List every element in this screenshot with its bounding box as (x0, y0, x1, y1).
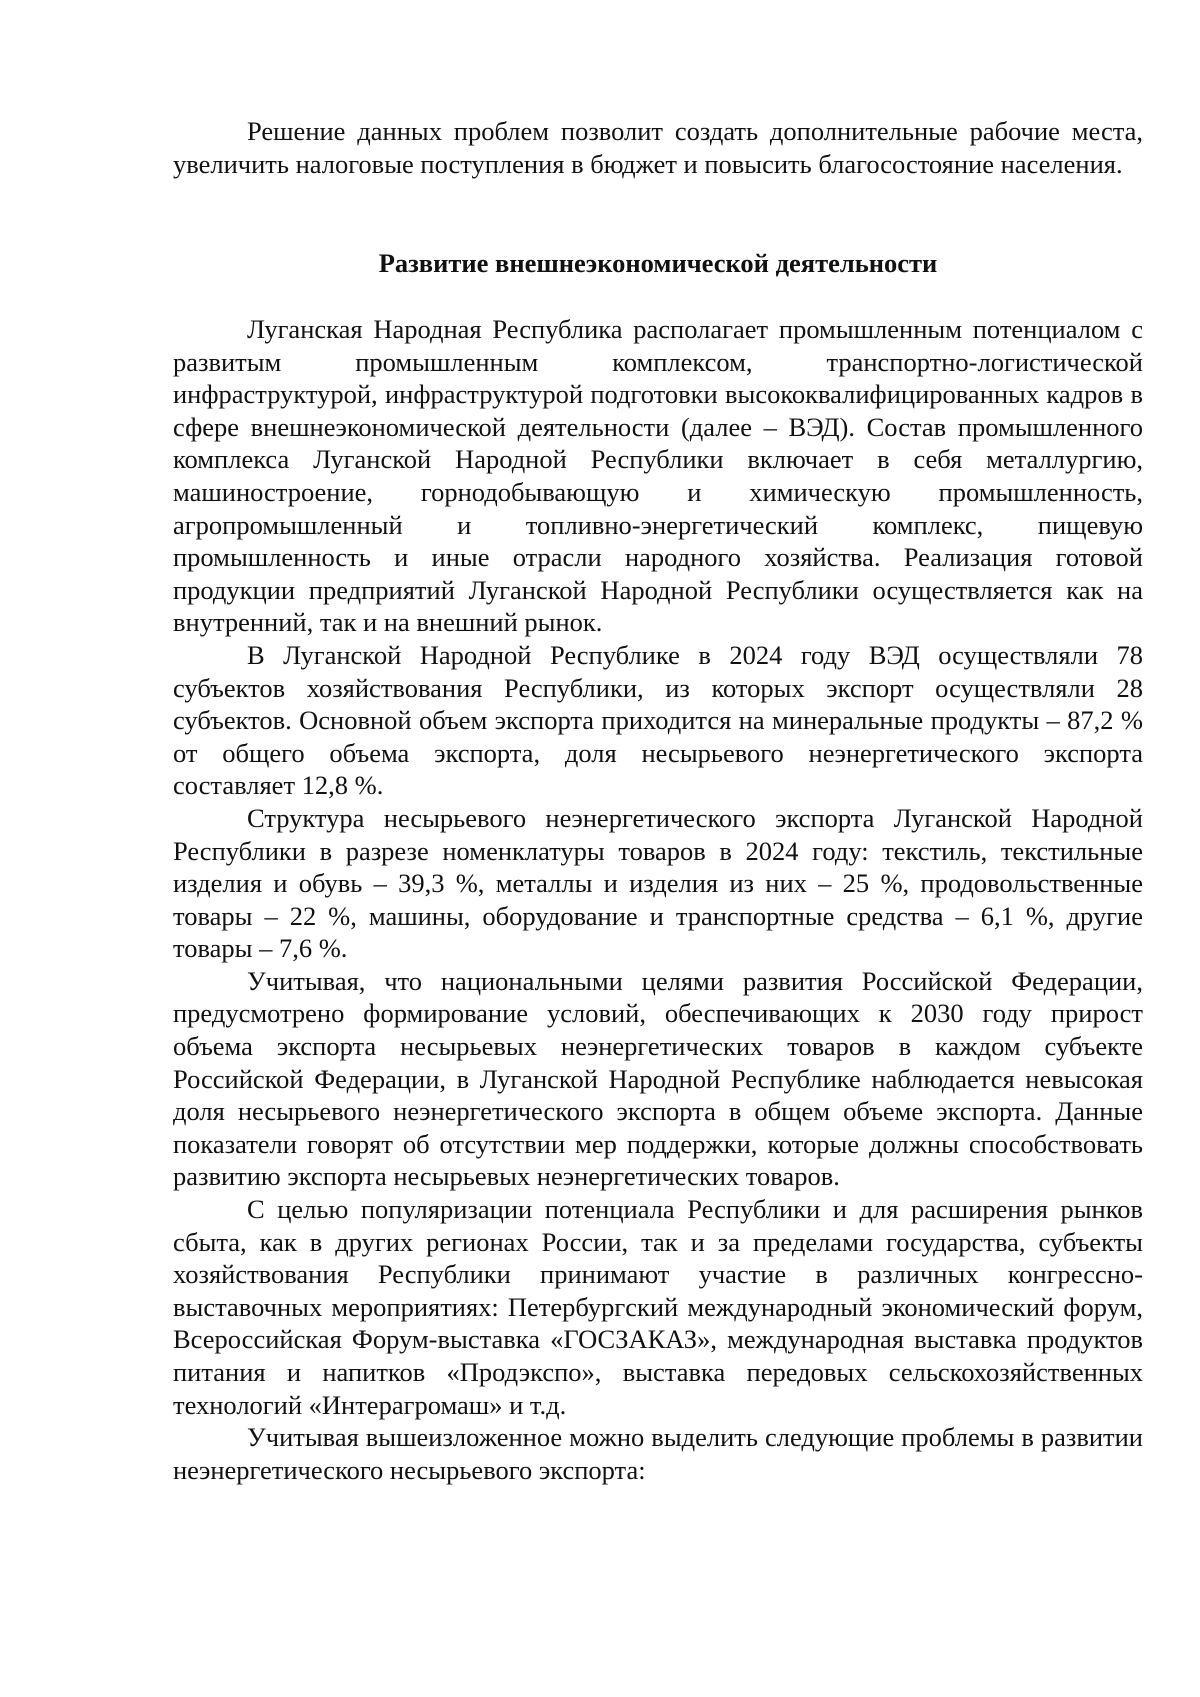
body-text (173, 313, 1143, 1486)
section-heading: Развитие внешнеэкономической деятельности (378, 248, 938, 278)
paragraph-problems-intro: Учитывая вышеизложенное можно выделить следующие проблемы в развитии неэнергетического несырьевого экспорта: (173, 1422, 1143, 1485)
intro-block (173, 115, 1143, 180)
paragraph-national-goals: Учитывая, что национальными целями развития Российской Федерации, предусмотрено формирование условий, обеспечивающих к 2030 году прирост объема экспорта несырьевых неэнергетических товаров в каждом субъекте Российской Федерации, в Луганской Народной Республике наблюдается невысокая доля несырьевого неэнергетического экспорта в общем объеме экспорта. Данные показатели говорят об отсутствии мер поддержки, которые должны способствовать развитию экспорта несырьевых неэнергетических товаров. (173, 965, 1143, 1192)
paragraph-exhibitions: С целью популяризации потенциала Республики и для расширения рынков сбыта, как в других регионах России, так и за пределами государства, субъекты хозяйствования Республики принимают участие в различных конгрессно-выставочных мероприятиях: Петербургский международный экономический форум, Всероссийская Форум-выставка «ГОСЗАКАЗ», международная выставка продуктов питания и напитков «Продэкспо», выставка передовых сельскохозяйственных технологий «Интерагромаш» и т.д. (173, 1194, 1143, 1420)
paragraph-export-structure: Структура несырьевого неэнергетического экспорта Луганской Народной Республики в разрезе номенклатуры товаров в 2024 году: текстиль, текстильные изделия и обувь – 39,3 %, металлы и изделия из них – 25 %, продовольственные товары – 22 %, машины, оборудование и транспортные средства – 6,1 %, другие товары – 7,6 %. (173, 802, 1143, 964)
paragraph-export-entities: В Луганской Народной Республике в 2024 году ВЭД осуществляли 78 субъектов хозяйствования Республики, из которых экспорт осуществляли 28 субъектов. Основной объем экспорта приходится на минеральные продукты – 87,2 % от общего объема экспорта, доля несырьевого неэнергетического экспорта составляет 12,8 %. (173, 639, 1143, 801)
paragraph-industrial-potential: Луганская Народная Республика располагает промышленным потенциалом с развитым промышленным комплексом, транспортно-логистической инфраструктурой, инфраструктурой подготовки высококвалифицированных кадров в сфере внешнеэкономической деятельности (далее – ВЭД). Состав промышленного комплекса Луганской Народной Республики включает в себя металлургию, машиностроение, горнодобывающую и химическую промышленность, агропромышленный и топливно-энергетический комплекс, пищевую промышленность и иные отрасли народного хозяйства. Реализация готовой продукции предприятий Луганской Народной Республики осуществляется как на внутренний, так и на внешний рынок. (173, 314, 1143, 638)
intro-paragraph: Решение данных проблем позволит создать дополнительные рабочие места, увеличить налоговые поступления в бюджет и повысить благосостояние населения. (173, 116, 1143, 179)
